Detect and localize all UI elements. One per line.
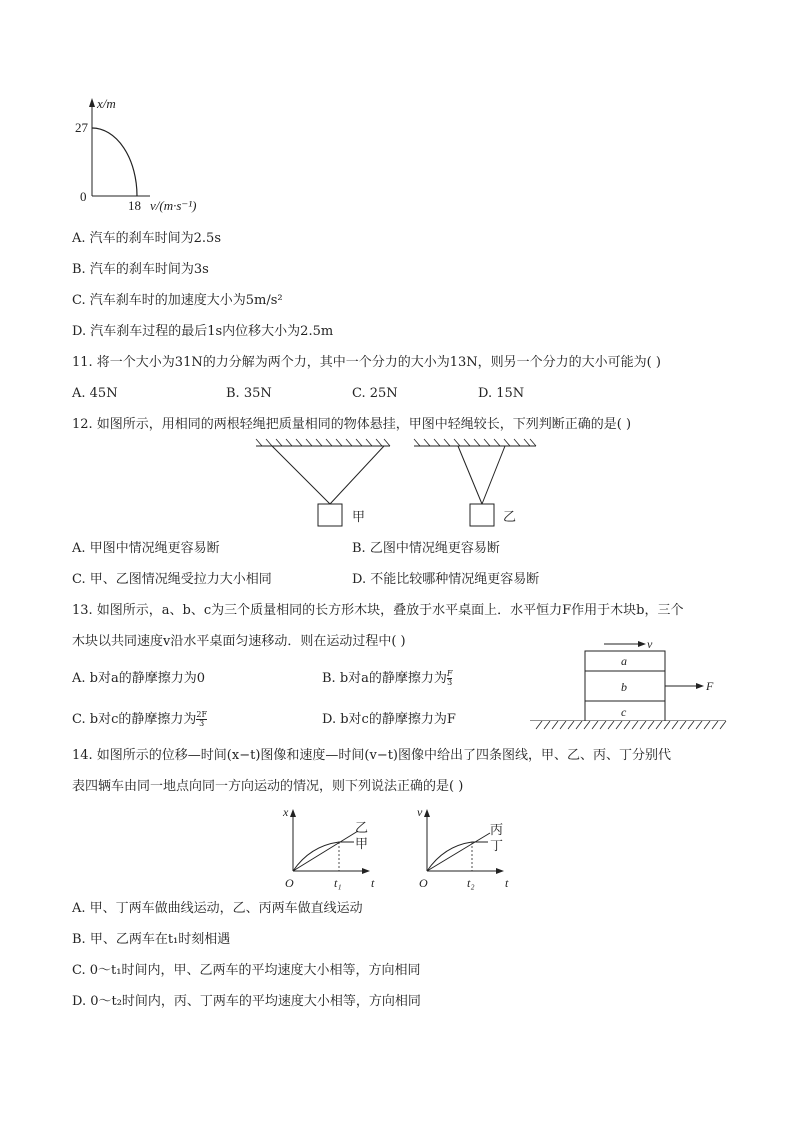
q11-option-a: A. 45N <box>72 386 118 401</box>
q13-c-denominator: 3 <box>199 719 205 728</box>
q12-stem: 12. 如图所示，用相同的两根轻绳把质量相同的物体悬挂，甲图中轻绳较长，下列判断正确的是( ) <box>72 417 632 432</box>
xv-x-tick: 18 <box>128 198 141 213</box>
q12-option-b: B. 乙图中情况绳更容易断 <box>352 541 500 556</box>
q10-option-c: C. 汽车刹车时的加速度大小为5m/s² <box>72 293 283 308</box>
q13-b-denominator: 3 <box>447 678 453 687</box>
label-ding-graph: 丁 <box>490 838 504 853</box>
label-block-a: a <box>621 654 627 668</box>
line-yi <box>293 831 358 871</box>
line-bing <box>427 833 490 871</box>
q12-option-a: A. 甲图中情况绳更容易断 <box>72 541 220 556</box>
xt-t1: t₁ <box>334 876 342 890</box>
q10-option-a: A. 汽车的刹车时间为2.5s <box>72 231 221 246</box>
vt-origin: O <box>419 876 428 890</box>
xv-x-axis-label: v/(m·s⁻¹) <box>150 198 197 213</box>
xv-origin: 0 <box>80 189 87 204</box>
xt-x-label: t <box>371 876 375 890</box>
label-yi: 乙 <box>503 509 517 524</box>
q13-option-d: D. b对c的静摩擦力为F <box>322 712 456 727</box>
q13-option-a: A. b对a的静摩擦力为0 <box>72 671 205 686</box>
vt-x-label: t <box>505 876 509 890</box>
q11-option-d: D. 15N <box>478 386 525 401</box>
q14-option-a: A. 甲、丁两车做曲线运动，乙、丙两车做直线运动 <box>72 901 363 916</box>
xt-origin: O <box>285 876 294 890</box>
label-force: F <box>706 679 714 693</box>
q12-option-c: C. 甲、乙图情况绳受拉力大小相同 <box>72 572 272 587</box>
q11-stem: 11. 将一个大小为31N的力分解为两个力，其中一个分力的大小为13N，则另一个分力的大小可能为( ) <box>72 355 661 370</box>
label-bing-graph: 丙 <box>490 822 504 837</box>
q11-option-b: B. 35N <box>226 386 272 401</box>
vt-t2: t₂ <box>467 876 475 890</box>
label-jia: 甲 <box>352 509 366 524</box>
label-block-c: c <box>621 705 627 719</box>
q14-option-b: B. 甲、乙两车在t₁时刻相遇 <box>72 932 231 947</box>
label-yi-graph: 乙 <box>355 820 369 835</box>
q11-option-c: C. 25N <box>352 386 398 401</box>
q14-option-c: C. 0～t₁时间内，甲、乙两车的平均速度大小相等，方向相同 <box>72 963 421 978</box>
q13-c-numerator: 2F <box>196 710 207 719</box>
xv-y-axis-label: x/m <box>97 96 116 111</box>
q13-stem-line1: 13. 如图所示，a、b、c为三个质量相同的长方形木块，叠放于水平桌面上．水平恒力F作用于木块b，三个 <box>72 603 684 618</box>
label-velocity: v <box>647 637 653 651</box>
curve-ding <box>427 842 488 871</box>
q10-option-d: D. 汽车刹车过程的最后1s内位移大小为2.5m <box>72 324 334 339</box>
curve-jia <box>293 842 354 871</box>
vt-graph <box>417 805 509 890</box>
xt-y-label: x <box>283 805 289 819</box>
q13-stem-line2: 木块以共同速度v沿水平桌面匀速移动．则在运动过程中( ) <box>72 634 406 649</box>
q14-stem-line2: 表四辆车由同一地点向同一方向运动的情况，则下列说法正确的是( ) <box>72 779 464 794</box>
q14-stem-line1: 14. 如图所示的位移—时间(x−t)图像和速度—时间(v−t)图像中给出了四条图线，甲、乙、丙、丁分别代 <box>72 748 672 763</box>
q10-option-b: B. 汽车的刹车时间为3s <box>72 262 209 277</box>
q14-option-d: D. 0～t₂时间内，丙、丁两车的平均速度大小相等，方向相同 <box>72 994 421 1009</box>
label-jia-graph: 甲 <box>355 836 369 851</box>
xt-graph <box>282 805 375 890</box>
q13-b-numerator: F <box>446 669 453 678</box>
q13-option-c-text: C. b对c的静摩擦力为 <box>72 712 197 727</box>
label-block-b: b <box>621 680 627 694</box>
vt-y-label: v <box>417 805 423 819</box>
q13-option-b-text: B. b对a的静摩擦力为 <box>322 671 447 686</box>
xv-y-tick: 27 <box>75 120 88 135</box>
q12-option-d: D. 不能比较哪种情况绳更容易断 <box>352 572 540 587</box>
